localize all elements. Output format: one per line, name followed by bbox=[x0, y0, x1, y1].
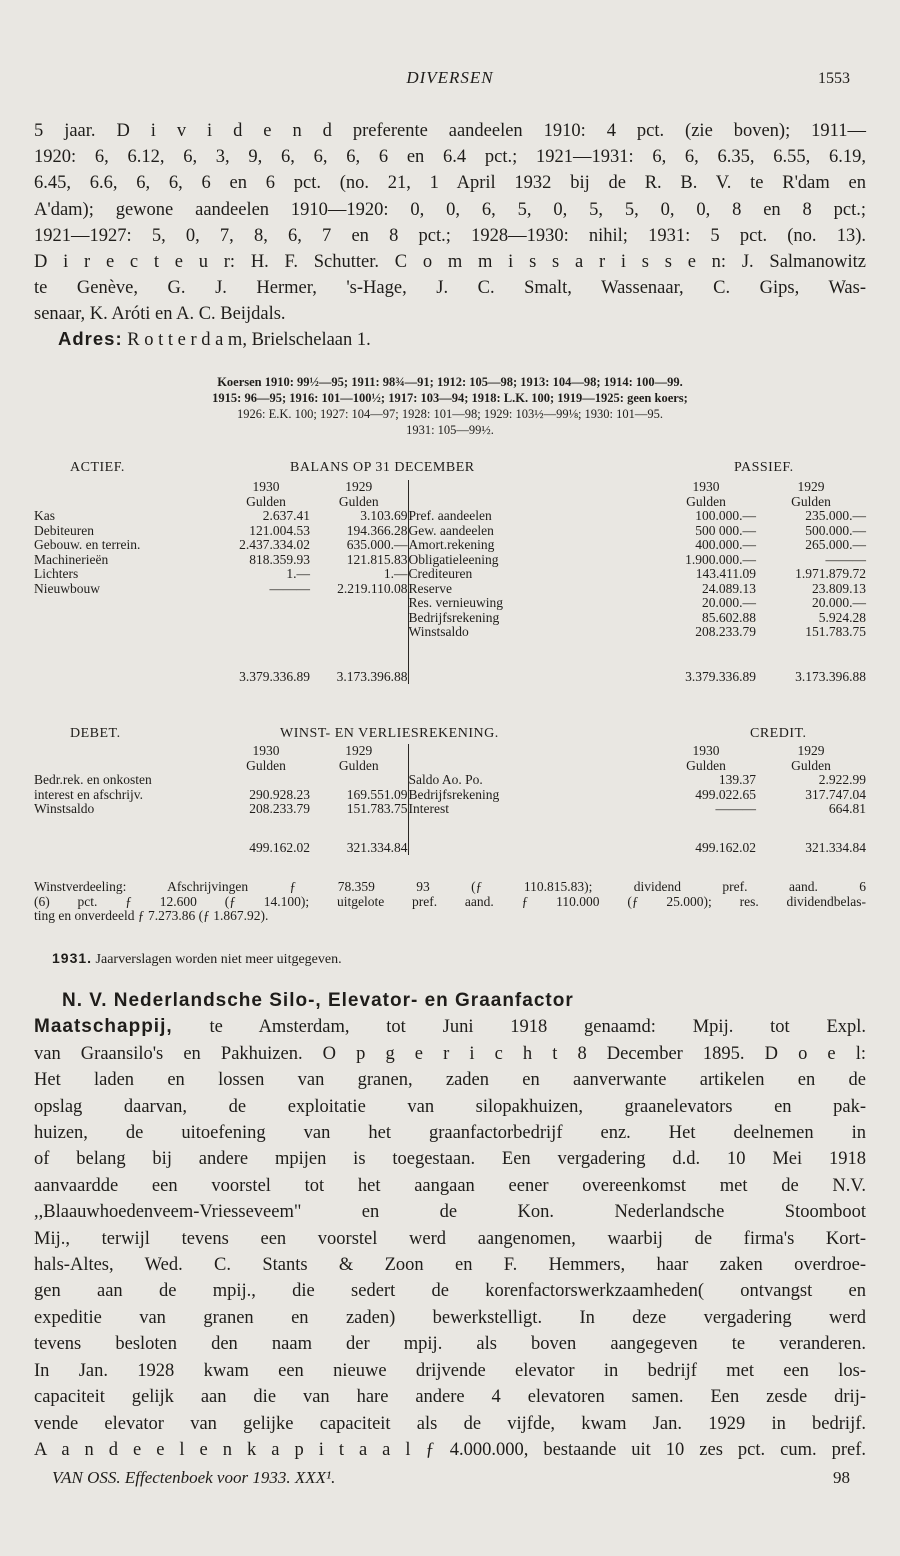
value-cell: 24.089.13 bbox=[702, 580, 756, 596]
company-name bbox=[34, 988, 866, 1014]
text-line: Het laden en lossen van granen, zaden en aanverwante artikelen en de bbox=[34, 1070, 866, 1091]
year-1930: 1930 bbox=[252, 479, 280, 494]
text-line: A'dam); gewone aandeelen 1910—1920: 0, 0, 6, 5, 0, 5, 5, 0, 0, 8 en 8 pct.; bbox=[34, 199, 866, 220]
total-credit-1929: 321.334.84 bbox=[805, 839, 866, 855]
text-line: 6.45, 6.6, 6, 6, 6 en 6 pct. (no. 21, 1 April 1932 bij de R. B. V. te R'dam en bbox=[34, 173, 866, 194]
text-line: opslag daarvan, de exploitatie van silopakhuizen, graanelevators en pak- bbox=[34, 1096, 866, 1117]
value-cell: 500.000.— bbox=[805, 522, 866, 538]
table-row bbox=[34, 802, 866, 817]
unit-label: Gulden bbox=[791, 493, 831, 509]
total-activa-1929: 3.173.396.88 bbox=[336, 668, 408, 684]
koersen-line: 1931: 105—99½. bbox=[406, 423, 494, 437]
passiva-label-cell: Obligatieleening bbox=[408, 553, 656, 568]
unit-row bbox=[34, 495, 866, 510]
footer-left: VAN OSS. Effectenboek voor 1933. XXX¹. bbox=[52, 1468, 336, 1487]
passiva-label-cell: Gew. aandeelen bbox=[408, 524, 656, 539]
table-row bbox=[34, 553, 866, 568]
value-cell: 235.000.— bbox=[805, 508, 866, 523]
value-cell: 499.022.65 bbox=[695, 786, 756, 802]
year-1929: 1929 bbox=[345, 743, 373, 758]
company-section bbox=[34, 988, 866, 1463]
value-cell: 290.928.23 bbox=[249, 786, 310, 802]
dividend-paragraph bbox=[34, 118, 866, 328]
unit-label: Gulden bbox=[338, 493, 379, 509]
unit-row bbox=[34, 759, 866, 774]
value-cell: 3.103.69 bbox=[360, 508, 408, 523]
text-line: (6) pct. ƒ 12.600 (ƒ 14.100); uitgelote pref. aand. ƒ 110.000 (ƒ 25.000); res. dividendbelas- bbox=[34, 893, 866, 909]
value-cell: 85.602.88 bbox=[702, 609, 756, 625]
koersen-line: Koersen 1910: 99½—95; 1911: 98¾—91; 1912: 105—98; 1913: 104—98; 1914: 100—99. bbox=[217, 375, 683, 389]
unit-label: Gulden bbox=[686, 757, 726, 773]
value-cell: 2.922.99 bbox=[818, 772, 866, 787]
page-number: 1553 bbox=[818, 70, 850, 87]
note-1931 bbox=[52, 950, 342, 968]
total-passiva-1929: 3.173.396.88 bbox=[795, 668, 866, 684]
address-label: Adres: bbox=[58, 328, 123, 349]
text-line: huizen, de uitoefening van het graanfactorbedrijf enz. Het deelnemen in bbox=[34, 1123, 866, 1144]
note-year: 1931. bbox=[52, 950, 93, 966]
value-cell: 265.000.— bbox=[805, 537, 866, 552]
activa-label-cell: Machinerieën bbox=[34, 551, 109, 567]
passiva-label-cell: Amort.rekening bbox=[408, 538, 656, 553]
note-text: Jaarverslagen worden niet meer uitgegeven. bbox=[95, 952, 342, 967]
text-line bbox=[34, 1014, 866, 1040]
table-row bbox=[34, 509, 866, 524]
year-row bbox=[34, 744, 866, 759]
text-line: In Jan. 1928 kwam een nieuwe drijvende elevator in bedrijf met een los- bbox=[34, 1360, 866, 1381]
debet-label: DEBET. bbox=[70, 726, 121, 741]
passiva-label-cell: Reserve bbox=[408, 582, 656, 597]
koersen-line: 1926: E.K. 100; 1927: 104—97; 1928: 101—98; 1929: 103½—99⅛; 1930: 101—95. bbox=[236, 407, 664, 421]
total-row bbox=[34, 670, 866, 685]
text-line: A a n d e e l e n k a p i t a a l ƒ 4.000.000, bestaande uit 10 zes pct. cum. pref. bbox=[34, 1439, 866, 1460]
credit-label-cell: Interest bbox=[408, 802, 656, 817]
text-line: te Genève, G. J. Hermer, 's-Hage, J. C. Smalt, Wassenaar, C. Gips, Was- bbox=[34, 278, 866, 299]
koersen-block bbox=[34, 374, 866, 438]
text-line: capaciteit gelijk aan die van hare andere 4 elevatoren samen. Een zesde drij- bbox=[34, 1387, 866, 1408]
table-row bbox=[34, 596, 866, 611]
text-line: of belang bij andere mpijen is toegestaan. Een vergadering d.d. 10 Mei 1918 bbox=[34, 1149, 866, 1170]
value-cell: 2.637.41 bbox=[262, 508, 310, 523]
value-cell: 818.359.93 bbox=[249, 551, 310, 567]
value-cell: 20.000.— bbox=[812, 595, 866, 610]
value-cell: 100.000.— bbox=[695, 508, 756, 523]
value-cell: 500 000.— bbox=[695, 522, 756, 538]
passiva-label-cell: Pref. aandeelen bbox=[408, 509, 656, 524]
total-passiva-1930: 3.379.336.89 bbox=[685, 668, 756, 684]
text-line: ting en onverdeeld ƒ 7.273.86 (ƒ 1.867.92). bbox=[34, 908, 269, 923]
year-1929: 1929 bbox=[797, 479, 825, 494]
value-cell: 2.219.110.08 bbox=[337, 580, 408, 596]
value-cell: 1.900.000.— bbox=[685, 551, 756, 567]
value-cell: 1.— bbox=[383, 566, 408, 581]
value-cell: 169.551.09 bbox=[346, 786, 408, 802]
passiva-label-cell: Res. vernieuwing bbox=[408, 596, 656, 611]
winstverdeeling-block bbox=[34, 880, 866, 924]
text-line: 1920: 6, 6.12, 6, 3, 9, 6, 6, 6, 6 en 6.4 pct.; 1921—1931: 6, 6, 6.35, 6.55, 6.19, bbox=[34, 147, 866, 168]
value-cell: ——— bbox=[715, 801, 756, 816]
total-credit-1930: 499.162.02 bbox=[695, 839, 756, 855]
value-cell: ——— bbox=[269, 580, 310, 596]
value-cell: 1.971.879.72 bbox=[795, 566, 866, 581]
value-cell: 194.366.28 bbox=[346, 522, 408, 538]
unit-label: Gulden bbox=[246, 493, 286, 509]
credit-label-cell: Saldo Ao. Po. bbox=[408, 773, 656, 788]
table-row bbox=[34, 538, 866, 553]
text-line: hals-Altes, Wed. C. Stants & Zoon en F. Hemmers, haar zaken overdroe- bbox=[34, 1255, 866, 1276]
unit-label: Gulden bbox=[686, 493, 726, 509]
activa-label-cell: Lichters bbox=[34, 566, 79, 581]
text-line: 1921—1927: 5, 0, 7, 8, 6, 7 en 8 pct.; 1928—1930: nihil; 1931: 5 pct. (no. 13). bbox=[34, 225, 866, 246]
year-1930: 1930 bbox=[252, 743, 280, 758]
value-cell: 20.000.— bbox=[702, 595, 756, 610]
company-name-text: N. V. Nederlandsche Silo-, Elevator- en Graanfactor bbox=[62, 990, 574, 1011]
balance-table bbox=[34, 480, 866, 684]
table-row bbox=[34, 524, 866, 539]
value-cell: 2.437.334.02 bbox=[239, 537, 310, 552]
value-cell: 208.233.79 bbox=[695, 624, 756, 639]
unit-label: Gulden bbox=[338, 757, 379, 773]
total-activa-1930: 3.379.336.89 bbox=[239, 668, 310, 684]
value-cell bbox=[222, 773, 310, 788]
koersen-line: 1915: 96—95; 1916: 101—100½; 1917: 103—94; 1918: L.K. 100; 1919—1925: geen koers; bbox=[212, 391, 688, 405]
text-line: Mij., terwijl tevens een voorstel werd aangenomen, waarbij de firma's Kort- bbox=[34, 1228, 866, 1249]
table-row bbox=[34, 788, 866, 803]
total-debet-1930: 499.162.02 bbox=[249, 839, 310, 855]
text-line: ,,Blaauwhoedenveem-Vriesseveem" en de Kon. Nederlandsche Stoomboot bbox=[34, 1202, 866, 1223]
value-cell: 151.783.75 bbox=[346, 801, 408, 816]
text-fragment: te Amsterdam, tot Juni 1918 genaamd: Mpij. tot Expl. bbox=[209, 1017, 867, 1038]
year-1929: 1929 bbox=[345, 479, 373, 494]
unit-label: Gulden bbox=[791, 757, 831, 773]
passiva-label: PASSIEF. bbox=[734, 460, 794, 475]
year-1929: 1929 bbox=[797, 743, 825, 758]
value-cell: 208.233.79 bbox=[249, 801, 310, 816]
unit-label: Gulden bbox=[246, 757, 286, 773]
activa-label-cell: Debiteuren bbox=[34, 522, 94, 538]
text-line: Winstverdeeling: Afschrijvingen ƒ 78.359 93 (ƒ 110.815.83); dividend pref. aand. 6 bbox=[34, 879, 866, 894]
value-cell: 1.— bbox=[286, 566, 310, 581]
text-line: expeditie van granen en zaden) bewerkstelligt. In deze vergadering werd bbox=[34, 1307, 866, 1328]
profit-loss-table bbox=[34, 744, 866, 855]
activa-label: ACTIEF. bbox=[70, 460, 125, 475]
company-name-text: Maatschappij, bbox=[34, 1016, 173, 1038]
text-line: tevens besloten den naam der mpij. als boven aangegeven te veranderen. bbox=[34, 1334, 866, 1355]
passiva-label-cell: Bedrijfsrekening bbox=[408, 611, 656, 626]
text-line: van Graansilo's en Pakhuizen. O p g e r i c h t 8 December 1895. D o e l: bbox=[34, 1043, 866, 1064]
value-cell: 5.924.28 bbox=[818, 609, 866, 625]
table-row bbox=[34, 625, 866, 640]
running-title: DIVERSEN bbox=[406, 68, 494, 87]
value-cell bbox=[310, 773, 408, 788]
table-row bbox=[34, 611, 866, 626]
table-row bbox=[34, 567, 866, 582]
footer-page-number: 98 bbox=[833, 1468, 850, 1487]
value-cell: 317.747.04 bbox=[805, 786, 866, 802]
credit-label-cell: Bedrijfsrekening bbox=[408, 788, 656, 803]
year-1930: 1930 bbox=[692, 743, 720, 758]
activa-label-cell: Nieuwbouw bbox=[34, 580, 100, 596]
table-row bbox=[34, 582, 866, 597]
value-cell: 139.37 bbox=[718, 772, 756, 787]
passiva-label-cell: Winstsaldo bbox=[408, 625, 656, 640]
debet-label-cell: Winstsaldo bbox=[34, 801, 95, 816]
text-line: senaar, K. Aróti en A. C. Beijdals. bbox=[34, 304, 286, 325]
debet-label-cell: Bedr.rek. en onkosten bbox=[34, 772, 152, 787]
winst-title: WINST- EN VERLIESREKENING. bbox=[280, 726, 499, 741]
value-cell: ——— bbox=[825, 551, 866, 567]
total-debet-1929: 321.334.84 bbox=[346, 839, 408, 855]
text-line: D i r e c t e u r: H. F. Schutter. C o m m i s s a r i s s e n: J. Salmanowitz bbox=[34, 252, 866, 273]
text-line: 5 jaar. D i v i d e n d preferente aandeelen 1910: 4 pct. (zie boven); 1911— bbox=[34, 121, 866, 141]
activa-label-cell: Gebouw. en terrein. bbox=[34, 537, 141, 552]
value-cell: 121.815.83 bbox=[346, 551, 408, 567]
debet-label-cell: interest en afschrijv. bbox=[34, 786, 143, 802]
passiva-label-cell: Crediteuren bbox=[408, 567, 656, 582]
address-city: R o t t e r d a m, bbox=[127, 330, 247, 350]
value-cell: 151.783.75 bbox=[805, 624, 866, 639]
table-row bbox=[34, 773, 866, 788]
total-row bbox=[34, 841, 866, 856]
text-line: vende elevator van gelijke capaciteit als de vijfde, kwam Jan. 1929 in bedrijf. bbox=[34, 1413, 866, 1434]
credit-label: CREDIT. bbox=[750, 726, 807, 741]
text-line: aanvaardde een voorstel tot het aangaan eener overeenkomst met de N.V. bbox=[34, 1175, 866, 1196]
value-cell: 143.411.09 bbox=[695, 566, 756, 581]
year-1930: 1930 bbox=[692, 479, 720, 494]
value-cell: 23.809.13 bbox=[812, 580, 866, 596]
address-street: Brielschelaan 1. bbox=[251, 330, 371, 350]
value-cell: 400.000.— bbox=[695, 537, 756, 552]
value-cell: 121.004.53 bbox=[249, 522, 310, 538]
value-cell: 664.81 bbox=[828, 801, 866, 816]
activa-label-cell: Kas bbox=[34, 508, 55, 523]
value-cell: 635.000.— bbox=[346, 537, 408, 552]
text-line: gen aan de mpij., die sedert de korenfactorswerkzaamheden( ontvangst en bbox=[34, 1281, 866, 1302]
year-row bbox=[34, 480, 866, 495]
address-line bbox=[58, 328, 371, 351]
balance-title: BALANS OP 31 DECEMBER bbox=[290, 460, 475, 475]
